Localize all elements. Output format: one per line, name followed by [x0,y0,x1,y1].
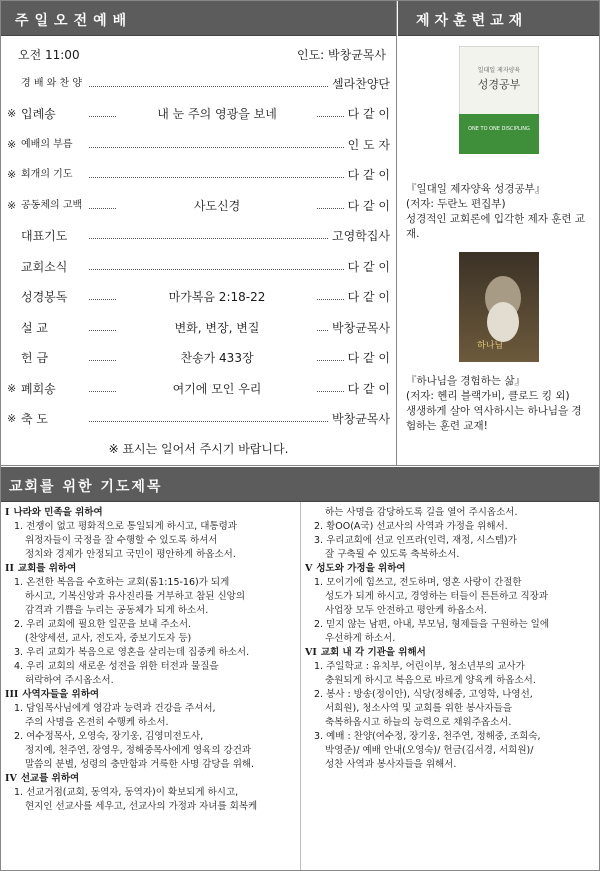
order-row [7,221,390,252]
prayer-item-cont: 위정자들이 국정을 잘 수행할 수 있도록 하셔서 [25,535,218,546]
heading-text: 성도와 가정을 위하여 [316,563,406,574]
prayer-item: 2. 여수정목사, 오영숙, 장기웅, 김영미전도사, [14,731,204,742]
order-item-content: 내 눈 주의 영광을 보네 [117,105,317,122]
prayer-section [1,467,599,870]
worship-title: 주일오전예배 [1,1,396,36]
order-item-content: 변화, 변장, 변질 [117,319,317,336]
prayer-item-cont: 정지예, 천주연, 장영우, 정해중목사에게 영육의 강건과 [25,745,252,756]
prayer-title: 교회를 위한 기도제목 [1,467,599,502]
roman-numeral: V [305,563,313,574]
order-item-name: 폐회송 [21,381,56,396]
prayer-item: 4. 우리 교회의 새로운 성전을 위한 터전과 물질을 [14,661,219,672]
order-item-name: 입례송 [21,107,56,122]
prayer-item: 2. 우리 교회에 필요한 일꾼을 보내 주소서. [14,619,192,630]
prayer-item: 1. 온전한 복음을 수호하는 교회(롬1:15-16)가 되게 [14,577,230,588]
order-item-content: 사도신경 [117,197,317,214]
order-item-leader: 다 같 이 [347,381,390,396]
prayer-item-cont: 우선하게 하소서. [325,633,396,644]
prayer-item-cont: 성찬 사역과 봉사자들을 위해서. [325,759,457,770]
order-item-leader: 다 같 이 [347,198,390,213]
book-1-author: (저자: 두란노 편집부) [406,198,506,210]
order-item-leader: 다 같 이 [347,168,390,183]
book-1-cover [459,46,539,154]
prayer-item-cont: 하시고, 기복신앙과 유사진리를 거부하고 참된 신앙의 [25,591,246,602]
prayer-item-cont: 서희원), 청소사역 및 교회를 위한 봉사자들을 [325,703,513,714]
roman-numeral: IV [5,773,17,784]
order-item-name: 설 교 [21,320,48,335]
order-item-leader: 인 도 자 [347,137,390,152]
prayer-item-cont: 주의 사명을 온전히 수행케 하소서. [25,717,169,728]
prayer-item-cont: 잘 구축될 수 있도록 축복하소서. [325,549,460,560]
prayer-item-cont: 하는 사명을 감당하도록 길을 열어 주시옵소서. [325,507,518,518]
roman-numeral: III [5,689,19,700]
order-item-name: 성경봉독 [21,290,68,305]
training-title: 제자훈련교재 [398,1,599,36]
roman-numeral: II [5,563,14,574]
leader-dots [89,238,328,239]
order-row [7,99,390,130]
leader-dots [89,147,344,148]
order-row [7,343,390,374]
order-item-content: 여기에 모인 우리 [117,380,317,397]
prayer-column-left [1,502,300,870]
prayer-item-cont: 축복하옵시고 하늘의 능력으로 채워주옵소서. [325,717,512,728]
prayer-section-heading [5,562,296,576]
book-1-cover-sub: 일대일 제자양육 [477,67,520,74]
order-item-content: 마가복음 2:18-22 [117,288,317,305]
order-item-leader: 다 같 이 [347,351,390,366]
service-time: 오전 11:00 [18,48,80,62]
order-item-name: 회개의 기도 [21,169,73,181]
worship-order-panel [1,1,397,466]
prayer-item: 2. 봉사 : 방송(정이안), 식당(정해중, 고영학, 나영선, [314,689,533,700]
book-2-author: (저자: 헨리 블랙가비, 클로드 킹 외) [406,390,570,402]
standing-mark: ※ [7,198,17,212]
prayer-item-cont: 사업장 모두 안전하고 평안케 하옵소서. [325,605,487,616]
heading-text: 선교를 위하여 [20,773,80,784]
order-item-name: 헌 금 [21,351,48,366]
prayer-item: 1. 선교거점(교회, 동역자, 동역자)이 확보되게 하시고, [14,787,239,798]
order-item-leader: 셀라찬양단 [332,76,390,91]
prayer-item-cont: 허락하여 주시옵소서. [25,675,114,686]
order-row [7,373,390,404]
leader-dots [89,177,344,178]
standing-mark: ※ [7,107,17,121]
prayer-item: 3. 예배 : 찬양(여수정, 장기웅, 천주연, 정해중, 조희숙, [314,731,541,742]
book-1-cover-band: ONE TO ONE DISCIPLING [467,126,530,132]
prayer-section-heading [5,506,296,520]
leader-dots [89,421,328,422]
prayer-item: 3. 우리 교회가 복음으로 영혼을 살리는데 집중케 하소서. [14,647,250,658]
prayer-section-heading [5,772,296,786]
standing-mark: ※ [7,412,17,426]
order-row [7,190,390,221]
book-1 [398,46,599,242]
order-row [7,68,390,99]
prayer-item-cont: 감격과 기쁨을 누리는 공동체가 되게 하소서. [25,605,209,616]
order-item-name: 대표기도 [21,229,68,244]
prayer-item-cont: 말씀의 분별, 성령의 충만함과 거룩한 사명 감당을 위해. [25,759,255,770]
order-item-name: 경 배 와 찬 양 [21,77,83,89]
order-row [7,160,390,191]
roman-numeral: VI [305,647,317,658]
standing-note: ※ 표시는 일어서 주시기 바랍니다. [108,442,289,456]
order-item-leader: 다 같 이 [347,107,390,122]
book-2-desc: 생생하게 살아 역사하시는 하나님을 경험하는 훈련 교재! [406,405,582,432]
book-2-title: 『하나님을 경험하는 삶』 [406,375,525,387]
prayer-item: 1. 모이기에 힘쓰고, 전도하며, 영혼 사랑이 간절한 [314,577,522,588]
order-item-leader: 다 같 이 [347,290,390,305]
order-list [1,68,396,434]
order-item-name: 교회소식 [21,259,68,274]
book-1-desc: 성경적인 교회론에 입각한 제자 훈련 교재. [406,213,585,240]
order-item-name: 예배의 부름 [21,138,73,150]
prayer-item-cont: 정치와 경제가 안정되고 국민이 평안하게 하옵소서. [25,549,236,560]
prayer-section-heading [305,646,595,660]
prayer-item: 1. 전쟁이 없고 평화적으로 통일되게 하시고, 대통령과 [14,521,237,532]
prayer-item: 2. 믿지 않는 남편, 아내, 부모님, 형제들을 구원하는 일에 [314,619,549,630]
prayer-column-right [300,502,599,870]
prayer-item: 1. 주일학교 : 유치부, 어린이부, 청소년부의 교사가 [314,661,525,672]
order-row [7,404,390,435]
prayer-item-cont: 성도가 되게 하시고, 경영하는 터들이 튼튼하고 직장과 [325,591,549,602]
heading-text: 교회 내 각 기관을 위해서 [320,647,426,658]
order-item-leader: 고영학집사 [332,229,390,244]
standing-mark: ※ [7,168,17,182]
standing-mark: ※ [7,137,17,151]
roman-numeral: I [5,507,10,518]
leader-dots [89,86,328,87]
book-2-cover [459,252,539,362]
order-item-name: 축 도 [21,412,48,427]
book-1-cover-title: 성경공부 [477,78,520,91]
order-item-content: 찬송가 433장 [117,349,317,366]
book-2-cover-title: 하나님 [476,341,503,351]
service-info [1,36,396,68]
heading-text: 사역자들을 위하여 [22,689,100,700]
order-item-name: 공동체의 고백 [21,199,83,211]
standing-mark: ※ [7,381,17,395]
prayer-item: 2. 황OO(A국) 선교사의 사역과 가정을 위해서. [314,521,508,532]
prayer-item-cont: 충원되게 하시고 복음으로 바르게 양육케 하옵소서. [325,675,536,686]
prayer-item-cont: (찬양세션, 교사, 전도자, 중보기도자 등) [25,633,192,644]
order-row [7,251,390,282]
order-item-leader: 다 같 이 [347,259,390,274]
order-row [7,282,390,313]
order-item-leader: 박창균목사 [332,320,390,335]
prayer-section-heading [5,688,296,702]
service-leader: 인도: 박창균목사 [296,48,386,62]
order-item-leader: 박창균목사 [332,412,390,427]
order-row [7,129,390,160]
book-2 [398,252,599,434]
prayer-item-cont: 박영준)/ 예배 안내(오영숙)/ 헌금(김서경, 서희원)/ [325,745,534,756]
prayer-item: 1. 담임목사님에게 영감과 능력과 건강을 주셔서, [14,703,216,714]
prayer-item-cont: 현지인 선교사를 세우고, 선교사의 가정과 자녀를 회복케 [25,801,258,812]
heading-text: 교회를 위하여 [17,563,77,574]
top-section [1,1,599,466]
book-1-title: 『일대일 제자양육 성경공부』 [406,183,546,195]
prayer-section-heading [305,562,595,576]
order-row [7,312,390,343]
leader-dots [89,269,344,270]
training-panel [398,1,599,466]
prayer-item: 3. 우리교회에 선교 인프라(인력, 재정, 시스템)가 [314,535,517,546]
heading-text: 나라와 민족을 위하여 [13,507,103,518]
